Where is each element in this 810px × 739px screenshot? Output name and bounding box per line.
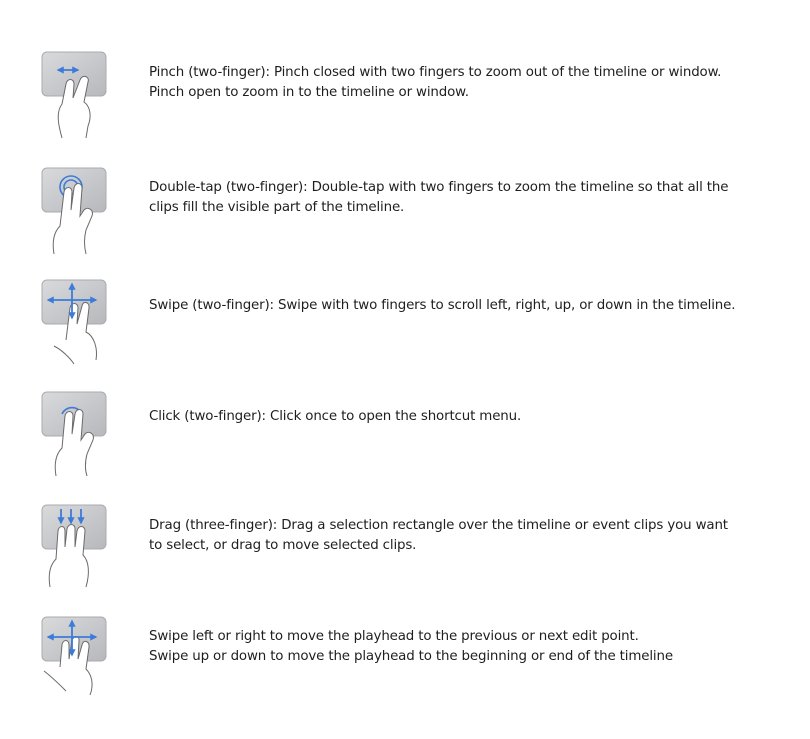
swipe-description-line-1: Swipe (two-finger): Swipe with two fingers to scroll left, right, up, or down in the timeline. [149,298,736,313]
pinch-gesture-icon [40,50,120,140]
swipe-description [149,296,789,316]
gesture-row-swipe [0,278,810,368]
click-description [149,407,789,427]
drag-description-line-2: to select, or drag to move selected clips. [149,538,417,553]
pinch-description-line-1: Pinch (two-finger): Pinch closed with two fingers to zoom out of the timeline or window. [149,65,722,80]
three-finger-swipe-description [149,627,789,667]
click-gesture-icon [40,390,120,480]
gesture-row-three-finger-swipe [0,615,810,705]
pinch-description-line-2: Pinch open to zoom in to the timeline or window. [149,85,469,100]
three-finger-swipe-description-line-2: Swipe up or down to move the playhead to the beginning or end of the timeline [149,649,673,664]
gesture-row-pinch [0,50,810,140]
pinch-description [149,63,789,103]
double-tap-description-line-2: clips fill the visible part of the timeline. [149,200,405,215]
drag-description-line-1: Drag (three-finger): Drag a selection rectangle over the timeline or event clips you want [149,518,728,533]
double-tap-gesture-icon [40,166,120,256]
click-description-line-1: Click (two-finger): Click once to open the shortcut menu. [149,409,522,424]
drag-gesture-icon [40,503,120,593]
double-tap-description [149,178,789,218]
gesture-row-double-tap [0,166,810,256]
drag-description [149,516,789,556]
double-tap-description-line-1: Double-tap (two-finger): Double-tap with two fingers to zoom the timeline so that all the [149,180,729,195]
gesture-row-click [0,390,810,480]
three-finger-swipe-description-line-1: Swipe left or right to move the playhead to the previous or next edit point. [149,629,639,644]
three-finger-swipe-gesture-icon [40,615,120,705]
swipe-gesture-icon [40,278,120,368]
gesture-row-drag [0,503,810,593]
